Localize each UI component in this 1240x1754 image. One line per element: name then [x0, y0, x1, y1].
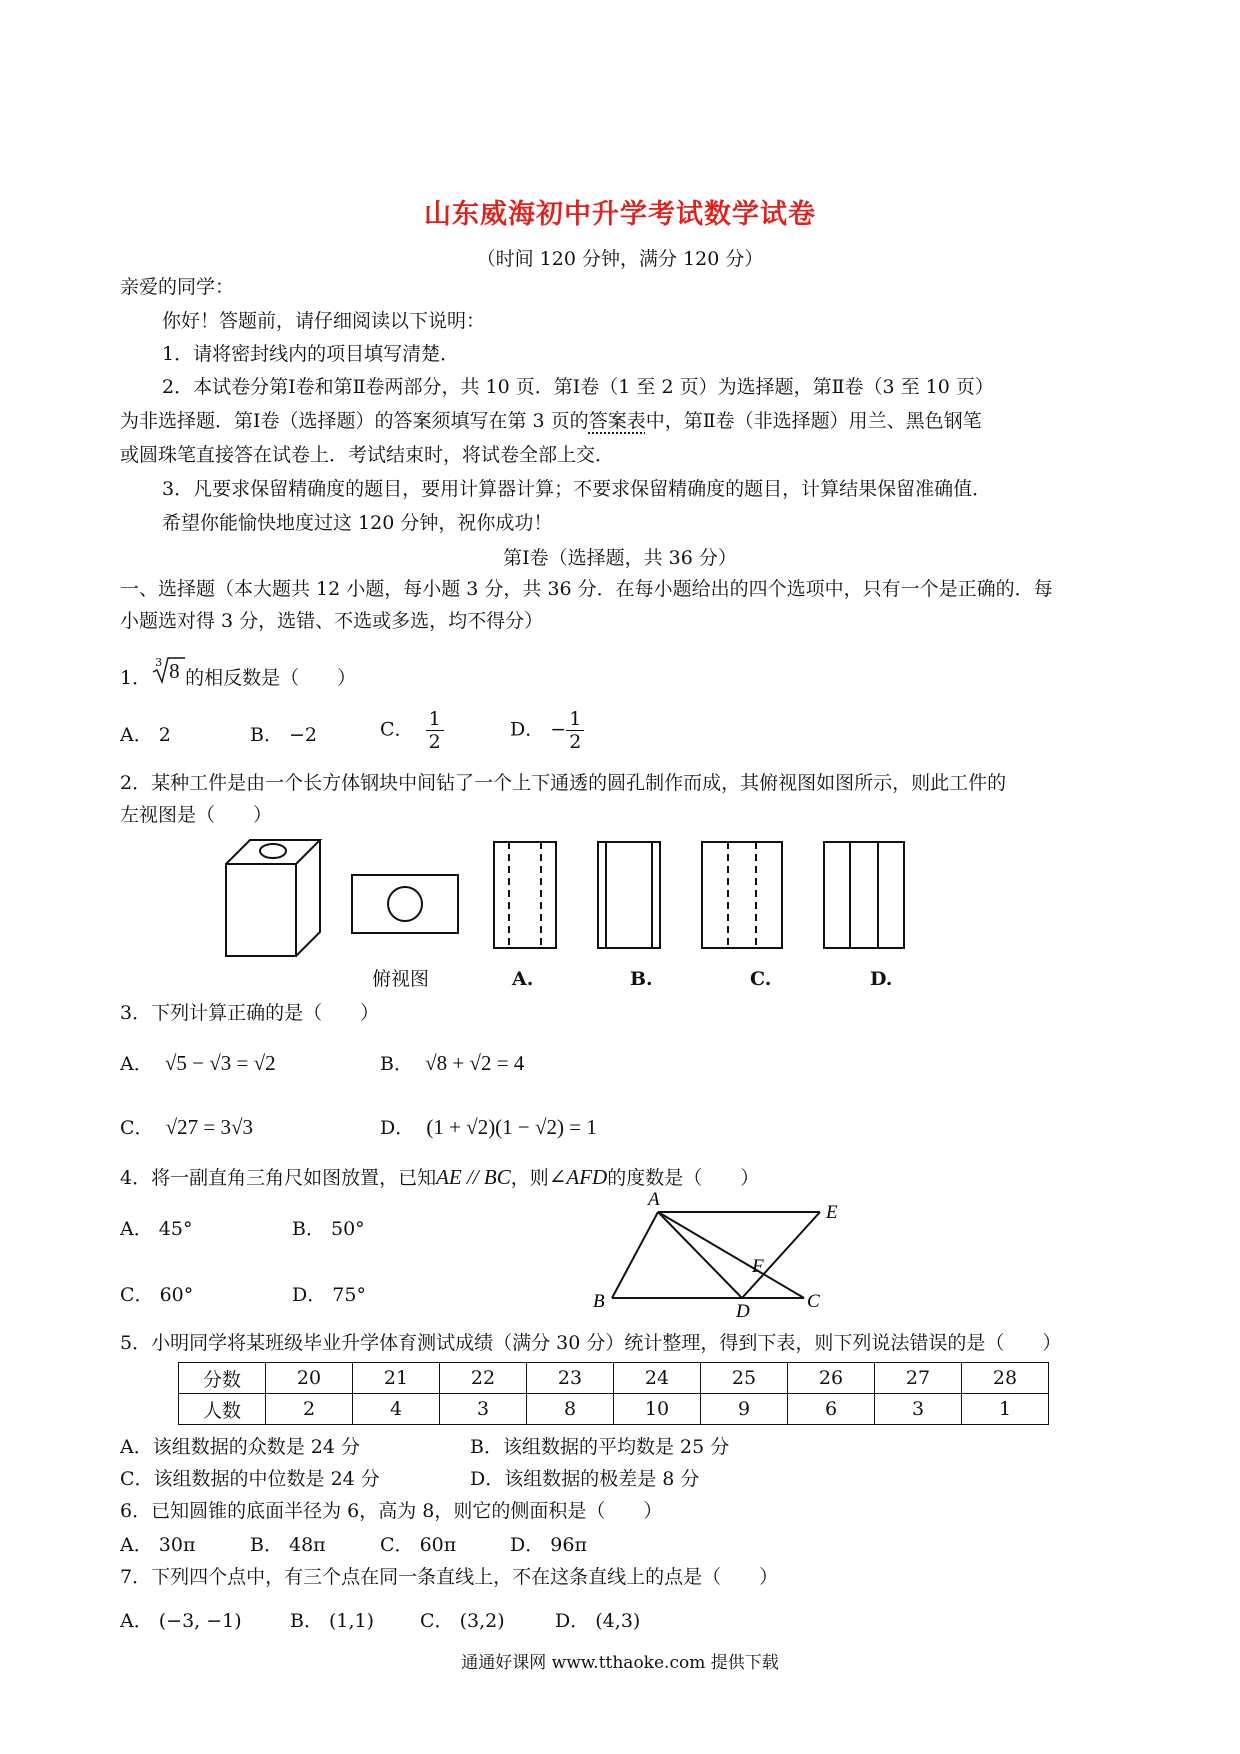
radicand: 8 — [169, 659, 180, 683]
option-label: D． — [380, 1117, 415, 1139]
fraction — [566, 708, 584, 753]
q5-option-c[interactable]: C．该组数据的中位数是 24 分 — [120, 1468, 380, 1490]
top-view-label: 俯视图 — [372, 968, 430, 990]
table-cell: 3 — [875, 1394, 962, 1425]
root-index: 3 — [155, 656, 163, 669]
question-2-cont: 左视图是（ ） — [120, 804, 273, 826]
question-7: 7．下列四个点中，有三个点在同一条直线上，不在这条直线上的点是（ ） — [120, 1566, 779, 1588]
instruction-2-cont — [120, 408, 982, 434]
numerator: 1 — [426, 708, 444, 731]
question-number: 1． — [120, 667, 152, 689]
q4-option-c[interactable]: C． 60° — [120, 1284, 194, 1306]
q3-option-d[interactable] — [380, 1114, 597, 1141]
table-cell: 22 — [440, 1363, 527, 1394]
instruction-1: 1．请将密封线内的项目填写清楚． — [162, 343, 460, 365]
q7-option-c[interactable]: C． (3,2) — [420, 1610, 505, 1632]
q3-option-a[interactable] — [120, 1050, 276, 1077]
q6-option-a[interactable]: A． 30π — [120, 1534, 196, 1556]
option-label: C． — [380, 718, 414, 741]
option-label: A． — [120, 1053, 153, 1075]
q4-option-b[interactable]: B． 50° — [292, 1218, 365, 1240]
denominator: 2 — [569, 731, 582, 753]
q4-option-a[interactable]: A． 45° — [120, 1218, 193, 1240]
question-4 — [120, 1164, 759, 1191]
q5-option-b[interactable]: B．该组数据的平均数是 25 分 — [470, 1436, 730, 1458]
option-d-figure[interactable] — [824, 842, 904, 948]
cube-root — [151, 658, 185, 684]
top-view-figure — [352, 875, 458, 933]
q1-option-d[interactable] — [510, 708, 584, 753]
option-c-figure[interactable] — [702, 842, 782, 948]
wish: 希望你能愉快地度过这 120 分钟，祝你成功！ — [162, 512, 553, 534]
question-6: 6．已知圆锥的底面半径为 6，高为 8，则它的侧面积是（ ） — [120, 1500, 663, 1522]
q5-option-a[interactable]: A．该组数据的众数是 24 分 — [120, 1436, 360, 1458]
instruction-2: 2．本试卷分第Ⅰ卷和第Ⅱ卷两部分，共 10 页．第Ⅰ卷（1 至 2 页）为选择题，第Ⅱ卷（3 至 10 页） — [162, 376, 994, 398]
q7-option-a[interactable]: A． (−3, −1) — [120, 1610, 242, 1632]
question-stem: 的相反数是（ ） — [185, 667, 357, 689]
q7-option-d[interactable]: D． (4,3) — [555, 1610, 641, 1632]
table-cell: 10 — [614, 1394, 701, 1425]
math-expression: √27 = 3√3 — [165, 1115, 254, 1139]
q3-option-c[interactable] — [120, 1114, 253, 1141]
table-cell: 6 — [788, 1394, 875, 1425]
table-cell: 8 — [527, 1394, 614, 1425]
block-3d-figure — [226, 840, 320, 956]
table-cell: 1 — [962, 1394, 1049, 1425]
table-cell: 28 — [962, 1363, 1049, 1394]
condition: AE // BC — [436, 1165, 511, 1189]
question-3: 3．下列计算正确的是（ ） — [120, 1002, 380, 1024]
instruction-2-end: 或圆珠笔直接答在试卷上．考试结束时，将试卷全部上交． — [120, 444, 615, 466]
point-c-label: C — [807, 1291, 820, 1312]
table-cell: 2 — [266, 1394, 353, 1425]
table-cell: 20 — [266, 1363, 353, 1394]
question-1 — [120, 658, 356, 691]
intro: 你好！答题前，请仔细阅读以下说明： — [162, 310, 486, 332]
question-stem: ，则 — [510, 1167, 549, 1189]
math-expression: (1 + √2)(1 − √2) = 1 — [426, 1115, 597, 1139]
table-row — [179, 1363, 1049, 1394]
numerator: 1 — [566, 708, 584, 731]
table-header-cell: 人数 — [179, 1394, 266, 1425]
q6-option-d[interactable]: D． 96π — [510, 1534, 587, 1556]
table-cell: 26 — [788, 1363, 875, 1394]
table-cell: 25 — [701, 1363, 788, 1394]
section1-desc: 一、选择题（本大题共 12 小题，每小题 3 分，共 36 分．在每小题给出的四个选项中，只有一个是正确的．每 — [120, 578, 1053, 600]
table-cell: 24 — [614, 1363, 701, 1394]
instruction-text: 中，第Ⅱ卷（非选择题）用兰、黑色钢笔 — [645, 410, 982, 432]
table-cell: 9 — [701, 1394, 788, 1425]
option-label: B． — [380, 1053, 413, 1075]
q2-option-a[interactable]: A. — [512, 968, 534, 990]
q2-option-d[interactable]: D. — [870, 968, 893, 990]
q3-option-b[interactable] — [380, 1050, 524, 1077]
point-d-label: D — [736, 1301, 750, 1322]
q1-option-b[interactable]: B． −2 — [250, 724, 318, 746]
denominator: 2 — [428, 731, 441, 753]
part1-title: 第Ⅰ卷（选择题，共 36 分） — [503, 547, 737, 569]
greeting: 亲爱的同学： — [120, 276, 235, 298]
q4-option-d[interactable]: D． 75° — [292, 1284, 366, 1306]
table-row — [179, 1394, 1049, 1425]
page-title: 山东威海初中升学考试数学试卷 — [424, 199, 816, 230]
point-b-label: B — [593, 1291, 605, 1312]
section1-desc-cont: 小题选对得 3 分，选错、不选或多选，均不得分） — [120, 610, 544, 632]
math-expression: √8 + √2 = 4 — [425, 1051, 525, 1075]
q2-figures — [0, 830, 1240, 960]
table-cell: 4 — [353, 1394, 440, 1425]
q6-option-c[interactable]: C． 60π — [380, 1534, 457, 1556]
question-stem: 的度数是（ ） — [607, 1167, 760, 1189]
question-stem: 4．将一副直角三角尺如图放置，已知 — [120, 1167, 437, 1189]
point-f-label: F — [752, 1256, 764, 1277]
table-cell: 23 — [527, 1363, 614, 1394]
exam-duration: （时间 120 分钟，满分 120 分） — [476, 248, 764, 270]
instruction-text: 为非选择题．第Ⅰ卷（选择题）的答案须填写在第 3 页的 — [120, 410, 589, 432]
option-label: D． − — [510, 718, 567, 741]
option-a-figure[interactable] — [494, 842, 556, 948]
table-cell: 21 — [353, 1363, 440, 1394]
table-cell: 3 — [440, 1394, 527, 1425]
q1-option-a[interactable]: A． 2 — [120, 724, 171, 746]
q2-option-b[interactable]: B. — [630, 968, 653, 990]
question-5: 5．小明同学将某班级毕业升学体育测试成绩（满分 30 分）统计整理，得到下表，则下列说法错误的是（ ） — [120, 1332, 1062, 1354]
answer-table-emphasis: 答案表 — [588, 410, 646, 432]
radical-sign — [151, 656, 185, 684]
score-table — [178, 1362, 1049, 1425]
q2-option-c[interactable]: C. — [750, 968, 772, 990]
table-cell: 27 — [875, 1363, 962, 1394]
triangle-figure — [590, 1190, 890, 1320]
instruction-3: 3．凡要求保留精确度的题目，要用计算器计算；不要求保留精确度的题目，计算结果保留准确值． — [162, 478, 992, 500]
angle: ∠AFD — [548, 1165, 608, 1189]
option-label: C． — [120, 1117, 154, 1139]
q5-option-d[interactable]: D．该组数据的极差是 8 分 — [470, 1468, 700, 1490]
point-a-label: A — [648, 1189, 660, 1210]
option-b-figure[interactable] — [598, 842, 660, 948]
question-2: 2．某种工件是由一个长方体钢块中间钻了一个上下通透的圆孔制作而成，其俯视图如图所示，则此工件的 — [120, 772, 1007, 794]
fraction — [426, 708, 444, 753]
table-header-cell: 分数 — [179, 1363, 266, 1394]
page-footer: 通通好课网 www.tthaoke.com 提供下载 — [461, 1653, 779, 1673]
q7-option-b[interactable]: B． (1,1) — [290, 1610, 375, 1632]
point-e-label: E — [826, 1202, 838, 1223]
q1-option-c[interactable] — [380, 708, 444, 753]
q6-option-b[interactable]: B． 48π — [250, 1534, 326, 1556]
math-expression: √5 − √3 = √2 — [164, 1051, 276, 1075]
